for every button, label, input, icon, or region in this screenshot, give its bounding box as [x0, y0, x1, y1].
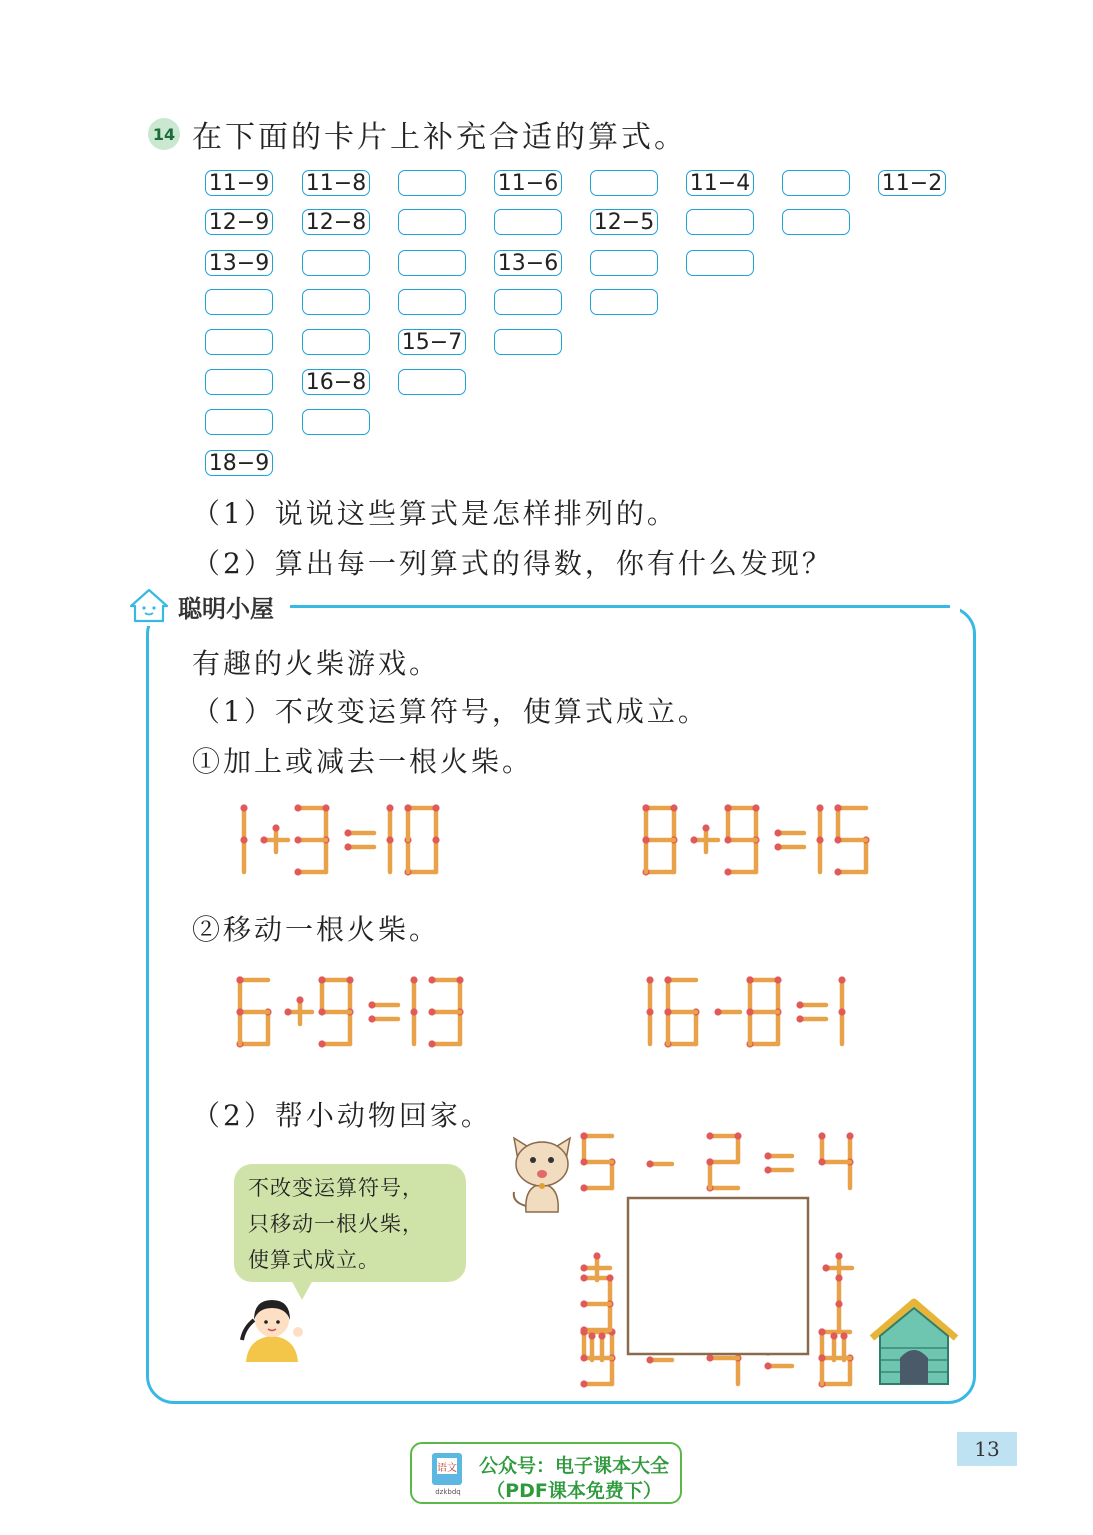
match-head: [294, 836, 301, 843]
blank-card[interactable]: [398, 209, 466, 235]
match-head: [724, 804, 731, 811]
match-head: [296, 996, 303, 1003]
bubble-line-3: 使算式成立。: [248, 1248, 380, 1272]
match-head: [344, 829, 351, 836]
blank-card[interactable]: [302, 329, 370, 355]
match-head: [774, 829, 781, 836]
match-head: [368, 1015, 375, 1022]
match-head: [706, 1354, 713, 1361]
blank-card[interactable]: [205, 369, 273, 395]
match-head: [580, 1300, 587, 1307]
match-head: [816, 804, 823, 811]
match-head: [646, 1356, 653, 1363]
match-head: [818, 1132, 825, 1139]
book-icon-label: 语文: [437, 1463, 457, 1474]
match-head: [835, 1274, 842, 1281]
maze-center-box: [628, 1198, 808, 1354]
smart-house-title: 聪明小屋: [178, 594, 274, 623]
step2-line: ②移动一根火柴。: [192, 913, 441, 946]
match-head: [670, 804, 677, 811]
match-head: [432, 804, 439, 811]
match-head: [822, 1264, 829, 1271]
match-head: [410, 1008, 417, 1015]
subquestion-2: （2）算出每一列算式的得数，你有什么发现？: [192, 547, 833, 580]
match-head: [580, 1184, 587, 1191]
match-equation-1: [230, 800, 510, 880]
blank-card[interactable]: [302, 250, 370, 276]
match-head: [834, 868, 841, 875]
match-head: [404, 804, 411, 811]
match-head: [646, 1008, 653, 1015]
match-head: [818, 1328, 825, 1335]
blank-card[interactable]: [494, 329, 562, 355]
match-head: [774, 976, 781, 983]
match-head: [260, 836, 267, 843]
match-head: [724, 868, 731, 875]
blank-card[interactable]: [494, 209, 562, 235]
match-head: [646, 1160, 653, 1167]
match-head: [796, 1015, 803, 1022]
match-head: [588, 1332, 595, 1339]
equation-card: 11−4: [686, 170, 754, 196]
match-head: [724, 836, 731, 843]
match-head: [580, 1380, 587, 1387]
match-head: [410, 976, 417, 983]
match-head: [580, 1354, 587, 1361]
blank-card[interactable]: [205, 409, 273, 435]
match-head: [764, 1152, 771, 1159]
equation-card: 12−9: [205, 209, 273, 235]
match-head: [580, 1132, 587, 1139]
match-head: [432, 836, 439, 843]
blank-card[interactable]: [302, 289, 370, 315]
equation-card: 13−6: [494, 250, 562, 276]
match-head: [664, 976, 671, 983]
match-head: [646, 976, 653, 983]
match-head: [580, 1264, 587, 1271]
blank-card[interactable]: [302, 409, 370, 435]
blank-card[interactable]: [398, 369, 466, 395]
match-head: [690, 836, 697, 843]
match-head: [593, 1252, 600, 1259]
smart-house-header: [118, 586, 960, 626]
match-head: [428, 1040, 435, 1047]
match-head: [386, 804, 393, 811]
match-head: [764, 1362, 771, 1369]
match-head: [318, 976, 325, 983]
match-equation-2: [636, 800, 916, 880]
bubble-line-1: 不改变运算符号，: [248, 1176, 424, 1200]
header-rule: [290, 605, 950, 608]
part1-line: （1）不改变运算符号，使算式成立。: [192, 695, 709, 728]
equation-card: 13−9: [205, 250, 273, 276]
blank-card[interactable]: [494, 289, 562, 315]
book-icon-sub: dzkbdq: [435, 1488, 461, 1496]
match-head: [318, 1008, 325, 1015]
match-head: [236, 1008, 243, 1015]
blank-card[interactable]: [205, 289, 273, 315]
question-number-badge: 14: [148, 118, 180, 150]
match-equation-4: [636, 972, 916, 1052]
match-head: [606, 1274, 613, 1281]
blank-card[interactable]: [782, 209, 850, 235]
match-head: [752, 804, 759, 811]
match-head: [318, 1040, 325, 1047]
match-head: [834, 804, 841, 811]
cat-illustration: [506, 1130, 578, 1216]
match-head: [368, 1001, 375, 1008]
blank-card[interactable]: [398, 289, 466, 315]
match-head: [734, 1132, 741, 1139]
match-head: [294, 804, 301, 811]
blank-card[interactable]: [205, 329, 273, 355]
footer-line-1: 公众号：电子课本大全: [478, 1455, 669, 1477]
match-head: [236, 976, 243, 983]
girl-illustration: [234, 1292, 310, 1364]
match-head: [702, 824, 709, 831]
match-head: [580, 1326, 587, 1333]
subquestion-1: （1）说说这些算式是怎样排列的。: [192, 497, 678, 530]
step1-line: ①加上或减去一根火柴。: [192, 745, 534, 778]
match-head: [428, 976, 435, 983]
match-head: [664, 1008, 671, 1015]
match-head: [838, 1008, 845, 1015]
blank-card[interactable]: [398, 250, 466, 276]
match-head: [816, 836, 823, 843]
book-icon: [428, 1449, 468, 1497]
match-head: [240, 804, 247, 811]
match-head: [346, 976, 353, 983]
match-head: [642, 836, 649, 843]
equation-card: 12−5: [590, 209, 658, 235]
house-icon: [126, 586, 172, 626]
equation-card: 18−9: [205, 450, 273, 476]
match-head: [642, 804, 649, 811]
blank-card[interactable]: [398, 170, 466, 196]
match-head: [456, 976, 463, 983]
match-head: [322, 804, 329, 811]
match-head: [774, 843, 781, 850]
match-head: [764, 1166, 771, 1173]
match-head: [796, 1001, 803, 1008]
match-head: [706, 1158, 713, 1165]
blank-card[interactable]: [686, 209, 754, 235]
bubble-line-2: 只移动一根火柴，: [248, 1212, 424, 1236]
match-head: [846, 1132, 853, 1139]
match-head: [580, 1274, 587, 1281]
match-head: [706, 1132, 713, 1139]
bubble-text: [248, 1170, 463, 1278]
blank-card[interactable]: [590, 289, 658, 315]
match-head: [598, 1332, 605, 1339]
equation-card: 11−6: [494, 170, 562, 196]
match-head: [580, 1158, 587, 1165]
match-head: [344, 843, 351, 850]
equation-card: 12−8: [302, 209, 370, 235]
footer-badge[interactable]: [410, 1442, 682, 1504]
page-number: 13: [957, 1432, 1017, 1466]
blank-card[interactable]: [590, 250, 658, 276]
match-head: [746, 1008, 753, 1015]
equation-card: 11−2: [878, 170, 946, 196]
match-head: [834, 836, 841, 843]
part2-line: （2）帮小动物回家。: [192, 1099, 492, 1132]
match-head: [240, 836, 247, 843]
dog-house-illustration: [866, 1296, 962, 1388]
match-head: [428, 1008, 435, 1015]
match-maze: [580, 1132, 870, 1396]
blank-card[interactable]: [590, 170, 658, 196]
equation-card: 11−9: [205, 170, 273, 196]
match-head: [294, 868, 301, 875]
match-head: [818, 1158, 825, 1165]
match-head: [284, 1008, 291, 1015]
question-title: 在下面的卡片上补充合适的算式。: [192, 120, 687, 155]
blank-card[interactable]: [686, 250, 754, 276]
match-head: [386, 836, 393, 843]
match-head: [272, 824, 279, 831]
footer-line-2: （PDF课本免费下）: [486, 1480, 662, 1502]
match-head: [746, 976, 753, 983]
match-head: [714, 1008, 721, 1015]
equation-card: 16−8: [302, 369, 370, 395]
match-head: [830, 1332, 837, 1339]
match-head: [818, 1354, 825, 1361]
match-head: [835, 1300, 842, 1307]
blank-card[interactable]: [782, 170, 850, 196]
equation-card: 15−7: [398, 329, 466, 355]
match-equation-3: [230, 972, 510, 1052]
equation-card: 11−8: [302, 170, 370, 196]
match-head: [840, 1332, 847, 1339]
intro-line: 有趣的火柴游戏。: [192, 647, 441, 680]
match-head: [838, 976, 845, 983]
match-head: [835, 1252, 842, 1259]
